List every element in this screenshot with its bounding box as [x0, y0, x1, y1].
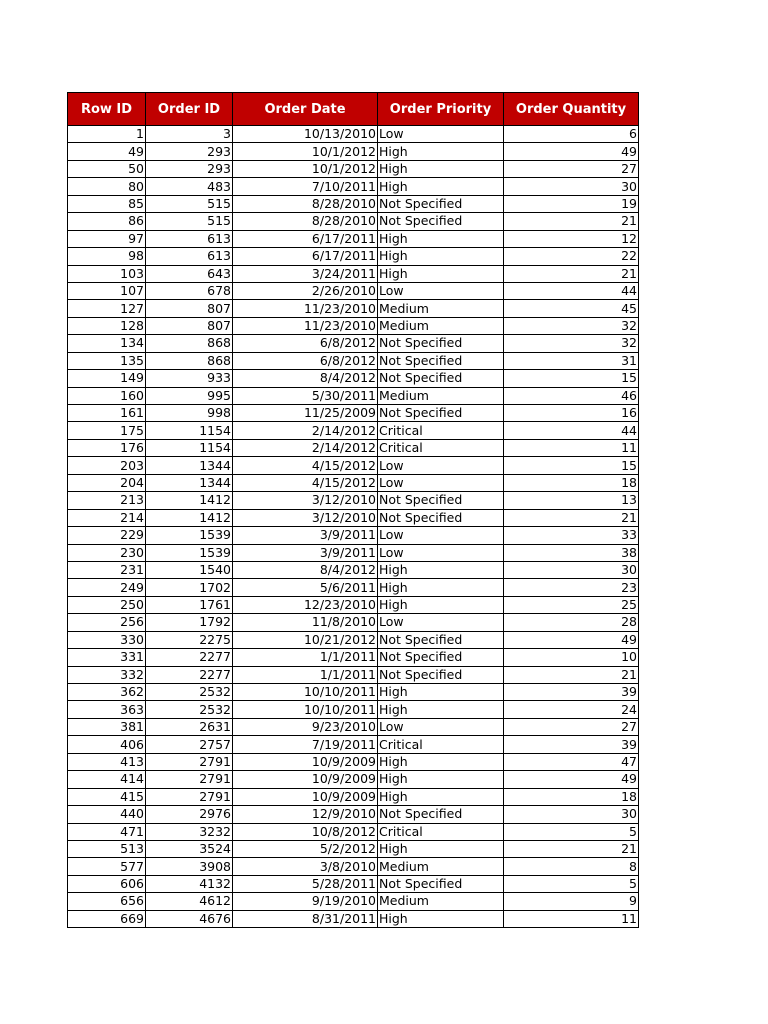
order-priority-cell: Medium [378, 300, 504, 317]
row-id-cell: 415 [68, 788, 146, 805]
order-id-cell: 613 [146, 230, 233, 247]
order-quantity-cell: 44 [504, 422, 639, 439]
order-date-cell: 11/23/2010 [233, 317, 378, 334]
order-quantity-cell: 13 [504, 492, 639, 509]
order-priority-cell: Low [378, 457, 504, 474]
order-priority-cell: Low [378, 126, 504, 143]
row-id-cell: 214 [68, 509, 146, 526]
row-id-cell: 381 [68, 718, 146, 735]
order-id-cell: 643 [146, 265, 233, 282]
order-quantity-cell: 28 [504, 614, 639, 631]
row-id-cell: 577 [68, 858, 146, 875]
order-quantity-cell: 18 [504, 474, 639, 491]
order-quantity-cell: 23 [504, 579, 639, 596]
order-quantity-cell: 5 [504, 823, 639, 840]
order-date-cell: 8/31/2011 [233, 910, 378, 927]
table-row [68, 736, 639, 753]
order-date-cell: 4/15/2012 [233, 474, 378, 491]
order-priority-cell: High [378, 230, 504, 247]
order-id-cell: 4132 [146, 875, 233, 892]
order-date-cell: 10/21/2012 [233, 631, 378, 648]
order-date-cell: 10/13/2010 [233, 126, 378, 143]
order-id-cell: 1539 [146, 527, 233, 544]
order-date-cell: 11/23/2010 [233, 300, 378, 317]
row-id-cell: 127 [68, 300, 146, 317]
table-row [68, 370, 639, 387]
row-id-cell: 134 [68, 335, 146, 352]
order-quantity-cell: 19 [504, 195, 639, 212]
order-id-cell: 1540 [146, 561, 233, 578]
order-date-cell: 3/24/2011 [233, 265, 378, 282]
order-id-cell: 1539 [146, 544, 233, 561]
order-date-cell: 3/9/2011 [233, 544, 378, 561]
row-id-cell: 85 [68, 195, 146, 212]
table-row [68, 265, 639, 282]
row-id-cell: 97 [68, 230, 146, 247]
order-quantity-cell: 5 [504, 875, 639, 892]
table-row [68, 579, 639, 596]
order-id-cell: 868 [146, 335, 233, 352]
order-quantity-cell: 21 [504, 666, 639, 683]
table-row [68, 718, 639, 735]
order-priority-cell: Not Specified [378, 806, 504, 823]
table-row [68, 230, 639, 247]
row-id-cell: 656 [68, 893, 146, 910]
header-row-id: Row ID [68, 93, 146, 126]
order-id-cell: 678 [146, 282, 233, 299]
order-priority-cell: Not Specified [378, 649, 504, 666]
order-priority-cell: Not Specified [378, 195, 504, 212]
order-quantity-cell: 22 [504, 248, 639, 265]
order-id-cell: 2791 [146, 753, 233, 770]
row-id-cell: 331 [68, 649, 146, 666]
order-date-cell: 5/28/2011 [233, 875, 378, 892]
table-row [68, 823, 639, 840]
order-priority-cell: Critical [378, 823, 504, 840]
table-row [68, 684, 639, 701]
order-id-cell: 1412 [146, 492, 233, 509]
order-priority-cell: Not Specified [378, 492, 504, 509]
order-priority-cell: High [378, 788, 504, 805]
row-id-cell: 256 [68, 614, 146, 631]
table-row [68, 195, 639, 212]
order-quantity-cell: 25 [504, 596, 639, 613]
row-id-cell: 413 [68, 753, 146, 770]
header-order-id: Order ID [146, 93, 233, 126]
order-date-cell: 3/9/2011 [233, 527, 378, 544]
row-id-cell: 98 [68, 248, 146, 265]
order-quantity-cell: 21 [504, 509, 639, 526]
order-priority-cell: Low [378, 527, 504, 544]
order-id-cell: 1154 [146, 439, 233, 456]
order-id-cell: 2976 [146, 806, 233, 823]
order-id-cell: 293 [146, 143, 233, 160]
table-row [68, 248, 639, 265]
row-id-cell: 213 [68, 492, 146, 509]
order-quantity-cell: 49 [504, 771, 639, 788]
order-priority-cell: Medium [378, 893, 504, 910]
table-row [68, 771, 639, 788]
row-id-cell: 229 [68, 527, 146, 544]
order-date-cell: 3/12/2010 [233, 492, 378, 509]
order-priority-cell: Not Specified [378, 405, 504, 422]
order-id-cell: 2275 [146, 631, 233, 648]
order-priority-cell: High [378, 265, 504, 282]
order-quantity-cell: 47 [504, 753, 639, 770]
order-date-cell: 8/28/2010 [233, 213, 378, 230]
order-quantity-cell: 44 [504, 282, 639, 299]
order-date-cell: 3/8/2010 [233, 858, 378, 875]
order-id-cell: 2277 [146, 666, 233, 683]
table-row [68, 335, 639, 352]
order-id-cell: 933 [146, 370, 233, 387]
order-quantity-cell: 39 [504, 684, 639, 701]
order-date-cell: 2/26/2010 [233, 282, 378, 299]
order-priority-cell: High [378, 753, 504, 770]
order-priority-cell: High [378, 596, 504, 613]
order-quantity-cell: 8 [504, 858, 639, 875]
order-priority-cell: Medium [378, 387, 504, 404]
table-row [68, 649, 639, 666]
order-quantity-cell: 18 [504, 788, 639, 805]
table-row [68, 317, 639, 334]
order-date-cell: 7/19/2011 [233, 736, 378, 753]
order-id-cell: 2757 [146, 736, 233, 753]
order-date-cell: 4/15/2012 [233, 457, 378, 474]
order-date-cell: 10/10/2011 [233, 684, 378, 701]
row-id-cell: 107 [68, 282, 146, 299]
row-id-cell: 135 [68, 352, 146, 369]
order-date-cell: 10/9/2009 [233, 753, 378, 770]
order-quantity-cell: 39 [504, 736, 639, 753]
table-row [68, 788, 639, 805]
order-priority-cell: Not Specified [378, 335, 504, 352]
order-id-cell: 515 [146, 195, 233, 212]
order-id-cell: 3232 [146, 823, 233, 840]
order-date-cell: 10/8/2012 [233, 823, 378, 840]
order-date-cell: 7/10/2011 [233, 178, 378, 195]
table-row [68, 666, 639, 683]
order-quantity-cell: 11 [504, 910, 639, 927]
table-row [68, 160, 639, 177]
order-priority-cell: Not Specified [378, 352, 504, 369]
order-date-cell: 8/28/2010 [233, 195, 378, 212]
order-quantity-cell: 30 [504, 178, 639, 195]
order-quantity-cell: 49 [504, 631, 639, 648]
order-quantity-cell: 21 [504, 840, 639, 857]
order-quantity-cell: 31 [504, 352, 639, 369]
table-row [68, 875, 639, 892]
table-row [68, 492, 639, 509]
row-id-cell: 176 [68, 439, 146, 456]
order-quantity-cell: 32 [504, 335, 639, 352]
order-priority-cell: Not Specified [378, 509, 504, 526]
header-order-priority: Order Priority [378, 93, 504, 126]
order-priority-cell: Low [378, 544, 504, 561]
row-id-cell: 203 [68, 457, 146, 474]
order-quantity-cell: 38 [504, 544, 639, 561]
row-id-cell: 80 [68, 178, 146, 195]
table-row [68, 282, 639, 299]
table-row [68, 387, 639, 404]
order-priority-cell: Low [378, 718, 504, 735]
order-id-cell: 2532 [146, 684, 233, 701]
order-date-cell: 9/23/2010 [233, 718, 378, 735]
table-row [68, 631, 639, 648]
order-quantity-cell: 15 [504, 457, 639, 474]
table-row [68, 439, 639, 456]
table-row [68, 126, 639, 143]
orders-table [67, 92, 639, 928]
order-priority-cell: Low [378, 282, 504, 299]
order-date-cell: 9/19/2010 [233, 893, 378, 910]
row-id-cell: 86 [68, 213, 146, 230]
order-id-cell: 1792 [146, 614, 233, 631]
row-id-cell: 330 [68, 631, 146, 648]
table-row [68, 474, 639, 491]
order-priority-cell: Not Specified [378, 631, 504, 648]
table-row [68, 614, 639, 631]
row-id-cell: 160 [68, 387, 146, 404]
order-date-cell: 10/9/2009 [233, 771, 378, 788]
order-date-cell: 6/8/2012 [233, 335, 378, 352]
table-row [68, 422, 639, 439]
order-date-cell: 10/9/2009 [233, 788, 378, 805]
order-priority-cell: Not Specified [378, 666, 504, 683]
order-id-cell: 2791 [146, 771, 233, 788]
order-id-cell: 1702 [146, 579, 233, 596]
row-id-cell: 250 [68, 596, 146, 613]
order-quantity-cell: 9 [504, 893, 639, 910]
order-quantity-cell: 15 [504, 370, 639, 387]
table-row [68, 405, 639, 422]
order-priority-cell: Medium [378, 317, 504, 334]
order-id-cell: 4612 [146, 893, 233, 910]
order-priority-cell: Not Specified [378, 875, 504, 892]
order-id-cell: 3524 [146, 840, 233, 857]
order-id-cell: 3 [146, 126, 233, 143]
order-priority-cell: High [378, 684, 504, 701]
order-priority-cell: Not Specified [378, 213, 504, 230]
order-quantity-cell: 27 [504, 160, 639, 177]
order-id-cell: 1344 [146, 457, 233, 474]
table-row [68, 178, 639, 195]
table-row [68, 352, 639, 369]
order-priority-cell: Critical [378, 439, 504, 456]
order-id-cell: 807 [146, 317, 233, 334]
order-id-cell: 293 [146, 160, 233, 177]
table-row [68, 213, 639, 230]
order-id-cell: 807 [146, 300, 233, 317]
table-row [68, 893, 639, 910]
order-date-cell: 2/14/2012 [233, 422, 378, 439]
order-date-cell: 12/9/2010 [233, 806, 378, 823]
order-id-cell: 4676 [146, 910, 233, 927]
order-quantity-cell: 46 [504, 387, 639, 404]
order-date-cell: 5/2/2012 [233, 840, 378, 857]
row-id-cell: 414 [68, 771, 146, 788]
row-id-cell: 249 [68, 579, 146, 596]
order-priority-cell: Low [378, 474, 504, 491]
order-quantity-cell: 16 [504, 405, 639, 422]
order-priority-cell: High [378, 178, 504, 195]
row-id-cell: 332 [68, 666, 146, 683]
order-date-cell: 1/1/2011 [233, 649, 378, 666]
order-date-cell: 6/17/2011 [233, 230, 378, 247]
order-date-cell: 8/4/2012 [233, 370, 378, 387]
table-row [68, 457, 639, 474]
order-priority-cell: Medium [378, 858, 504, 875]
row-id-cell: 513 [68, 840, 146, 857]
order-quantity-cell: 45 [504, 300, 639, 317]
table-row [68, 527, 639, 544]
order-quantity-cell: 33 [504, 527, 639, 544]
row-id-cell: 49 [68, 143, 146, 160]
order-priority-cell: Critical [378, 736, 504, 753]
order-id-cell: 868 [146, 352, 233, 369]
table-row [68, 509, 639, 526]
order-date-cell: 1/1/2011 [233, 666, 378, 683]
order-quantity-cell: 21 [504, 265, 639, 282]
order-id-cell: 1761 [146, 596, 233, 613]
order-id-cell: 2532 [146, 701, 233, 718]
order-quantity-cell: 30 [504, 561, 639, 578]
order-quantity-cell: 24 [504, 701, 639, 718]
order-quantity-cell: 27 [504, 718, 639, 735]
order-id-cell: 998 [146, 405, 233, 422]
row-id-cell: 406 [68, 736, 146, 753]
table-row [68, 701, 639, 718]
order-quantity-cell: 12 [504, 230, 639, 247]
order-priority-cell: High [378, 579, 504, 596]
order-priority-cell: High [378, 143, 504, 160]
row-id-cell: 440 [68, 806, 146, 823]
header-order-quantity: Order Quantity [504, 93, 639, 126]
order-date-cell: 10/1/2012 [233, 160, 378, 177]
order-date-cell: 6/8/2012 [233, 352, 378, 369]
order-id-cell: 2791 [146, 788, 233, 805]
order-priority-cell: High [378, 771, 504, 788]
row-id-cell: 606 [68, 875, 146, 892]
order-date-cell: 10/1/2012 [233, 143, 378, 160]
order-priority-cell: Not Specified [378, 370, 504, 387]
header-order-date: Order Date [233, 93, 378, 126]
row-id-cell: 175 [68, 422, 146, 439]
order-quantity-cell: 32 [504, 317, 639, 334]
row-id-cell: 669 [68, 910, 146, 927]
table-row [68, 806, 639, 823]
order-date-cell: 5/6/2011 [233, 579, 378, 596]
order-quantity-cell: 49 [504, 143, 639, 160]
table-row [68, 300, 639, 317]
order-quantity-cell: 21 [504, 213, 639, 230]
order-priority-cell: High [378, 561, 504, 578]
row-id-cell: 471 [68, 823, 146, 840]
order-date-cell: 3/12/2010 [233, 509, 378, 526]
order-date-cell: 6/17/2011 [233, 248, 378, 265]
row-id-cell: 128 [68, 317, 146, 334]
row-id-cell: 204 [68, 474, 146, 491]
order-priority-cell: Critical [378, 422, 504, 439]
order-priority-cell: Low [378, 614, 504, 631]
order-priority-cell: High [378, 701, 504, 718]
table-row [68, 561, 639, 578]
order-id-cell: 483 [146, 178, 233, 195]
table-row [68, 840, 639, 857]
order-priority-cell: High [378, 160, 504, 177]
order-id-cell: 2631 [146, 718, 233, 735]
table-row [68, 910, 639, 927]
row-id-cell: 149 [68, 370, 146, 387]
header-row [68, 93, 639, 126]
table-row [68, 143, 639, 160]
order-id-cell: 1412 [146, 509, 233, 526]
order-id-cell: 995 [146, 387, 233, 404]
row-id-cell: 362 [68, 684, 146, 701]
order-quantity-cell: 10 [504, 649, 639, 666]
order-id-cell: 515 [146, 213, 233, 230]
row-id-cell: 50 [68, 160, 146, 177]
table-row [68, 596, 639, 613]
row-id-cell: 1 [68, 126, 146, 143]
order-priority-cell: High [378, 248, 504, 265]
order-date-cell: 11/8/2010 [233, 614, 378, 631]
row-id-cell: 230 [68, 544, 146, 561]
order-priority-cell: High [378, 910, 504, 927]
table-row [68, 753, 639, 770]
order-date-cell: 2/14/2012 [233, 439, 378, 456]
order-quantity-cell: 30 [504, 806, 639, 823]
row-id-cell: 231 [68, 561, 146, 578]
order-priority-cell: High [378, 840, 504, 857]
table-row [68, 858, 639, 875]
order-date-cell: 10/10/2011 [233, 701, 378, 718]
order-id-cell: 613 [146, 248, 233, 265]
row-id-cell: 161 [68, 405, 146, 422]
order-date-cell: 12/23/2010 [233, 596, 378, 613]
row-id-cell: 363 [68, 701, 146, 718]
row-id-cell: 103 [68, 265, 146, 282]
order-id-cell: 3908 [146, 858, 233, 875]
order-quantity-cell: 11 [504, 439, 639, 456]
order-id-cell: 2277 [146, 649, 233, 666]
order-id-cell: 1344 [146, 474, 233, 491]
order-date-cell: 5/30/2011 [233, 387, 378, 404]
order-date-cell: 8/4/2012 [233, 561, 378, 578]
order-date-cell: 11/25/2009 [233, 405, 378, 422]
order-id-cell: 1154 [146, 422, 233, 439]
table-row [68, 544, 639, 561]
order-quantity-cell: 6 [504, 126, 639, 143]
